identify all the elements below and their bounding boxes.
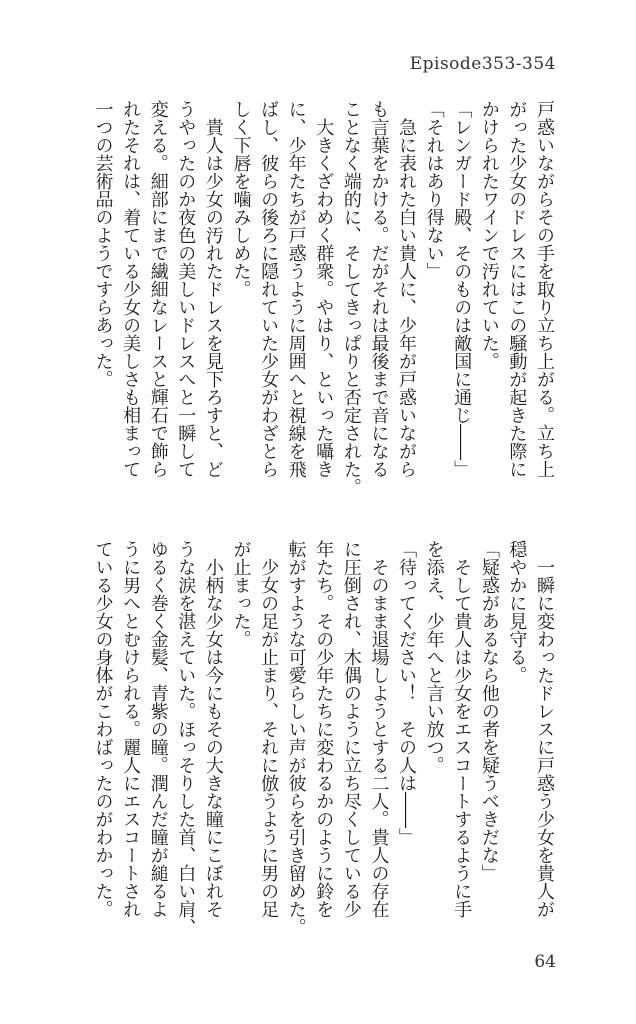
text-block-top	[89, 100, 558, 500]
text-column: 「レンガード殿、そのものは敵国に通じ――」	[451, 100, 473, 478]
text-column: に、少年たちが戸惑うように周囲へと視線を飛	[285, 100, 307, 478]
text-column: に圧倒され、木偶のように立ち尽くしている少	[340, 540, 362, 918]
text-column: うに男へとむけられる。麗人にエスコートされ	[120, 540, 142, 918]
text-column: ことなく端的に、そしてきっぱりと否定された。	[340, 100, 362, 496]
text-column: 一つの芸術品のようですらあった。	[92, 100, 114, 388]
episode-header: Episode353-354	[409, 54, 556, 74]
text-column: うやったのか夜色の美しいドレスへと一瞬して	[175, 100, 197, 478]
text-column: 戸惑いながらその手を取り立ち上がる。立ち上	[534, 100, 555, 478]
text-column: 急に表れた白い貴人に、少年が戸惑いながら	[396, 100, 418, 478]
text-column: うな涙を湛えていた。ほっそりした首、白い肩、	[175, 540, 197, 936]
text-column: 転がすような可愛らしい声が彼らを引き留めた。	[285, 540, 307, 936]
text-column: 大きくざわめく群衆。やはり、といった囁き	[313, 100, 335, 478]
text-column: も言葉をかける。だがそれは最後まで音になる	[368, 100, 390, 478]
page-number: 64	[534, 952, 556, 972]
text-column: 一瞬に変わったドレスに戸惑う少女を貴人が	[534, 540, 555, 918]
text-column: そのまま退場しようとする二人。貴人の存在	[368, 540, 390, 918]
text-column: ている少女の身体がこわばったのがわかった。	[92, 540, 114, 918]
text-block-bottom	[89, 540, 558, 940]
text-column: がった少女のドレスにはこの騒動が起きた際に	[506, 100, 528, 478]
text-column: ゆるく巻く金髪、青紫の瞳。潤んだ瞳が縋るよ	[147, 540, 169, 918]
text-column: 「疑惑があるなら他の者を疑うべきだな」	[478, 540, 500, 882]
text-column: 「それはあり得ない」	[423, 100, 445, 280]
text-column: 年たち。その少年たちに変わるかのように鈴を	[313, 540, 335, 918]
text-column: 小柄な少女は今にもその大きな瞳にこぼれそ	[202, 540, 224, 918]
text-column: れたそれは、着ている少女の美しさも相まって	[120, 100, 142, 478]
text-column: 少女の足が止まり、それに倣うように男の足	[258, 540, 280, 918]
text-column: しく下唇を噛みしめた。	[230, 100, 252, 298]
text-column: 「待ってください！ その人は――」	[396, 540, 418, 846]
text-column: 貴人は少女の汚れたドレスを見下ろすと、ど	[202, 100, 224, 478]
text-column: ばし、彼らの後ろに隠れていた少女がわざとら	[258, 100, 280, 478]
text-column: が止まった。	[230, 540, 252, 648]
text-column: かけられたワインで汚れていた。	[478, 100, 500, 370]
text-column: を添え、少年へと言い放つ。	[423, 540, 445, 774]
text-column: そして貴人は少女をエスコートするように手	[451, 540, 473, 918]
text-column: 穏やかに見守る。	[506, 540, 528, 684]
text-column: 変える。細部にまで繊細なレースと輝石で飾ら	[147, 100, 169, 478]
